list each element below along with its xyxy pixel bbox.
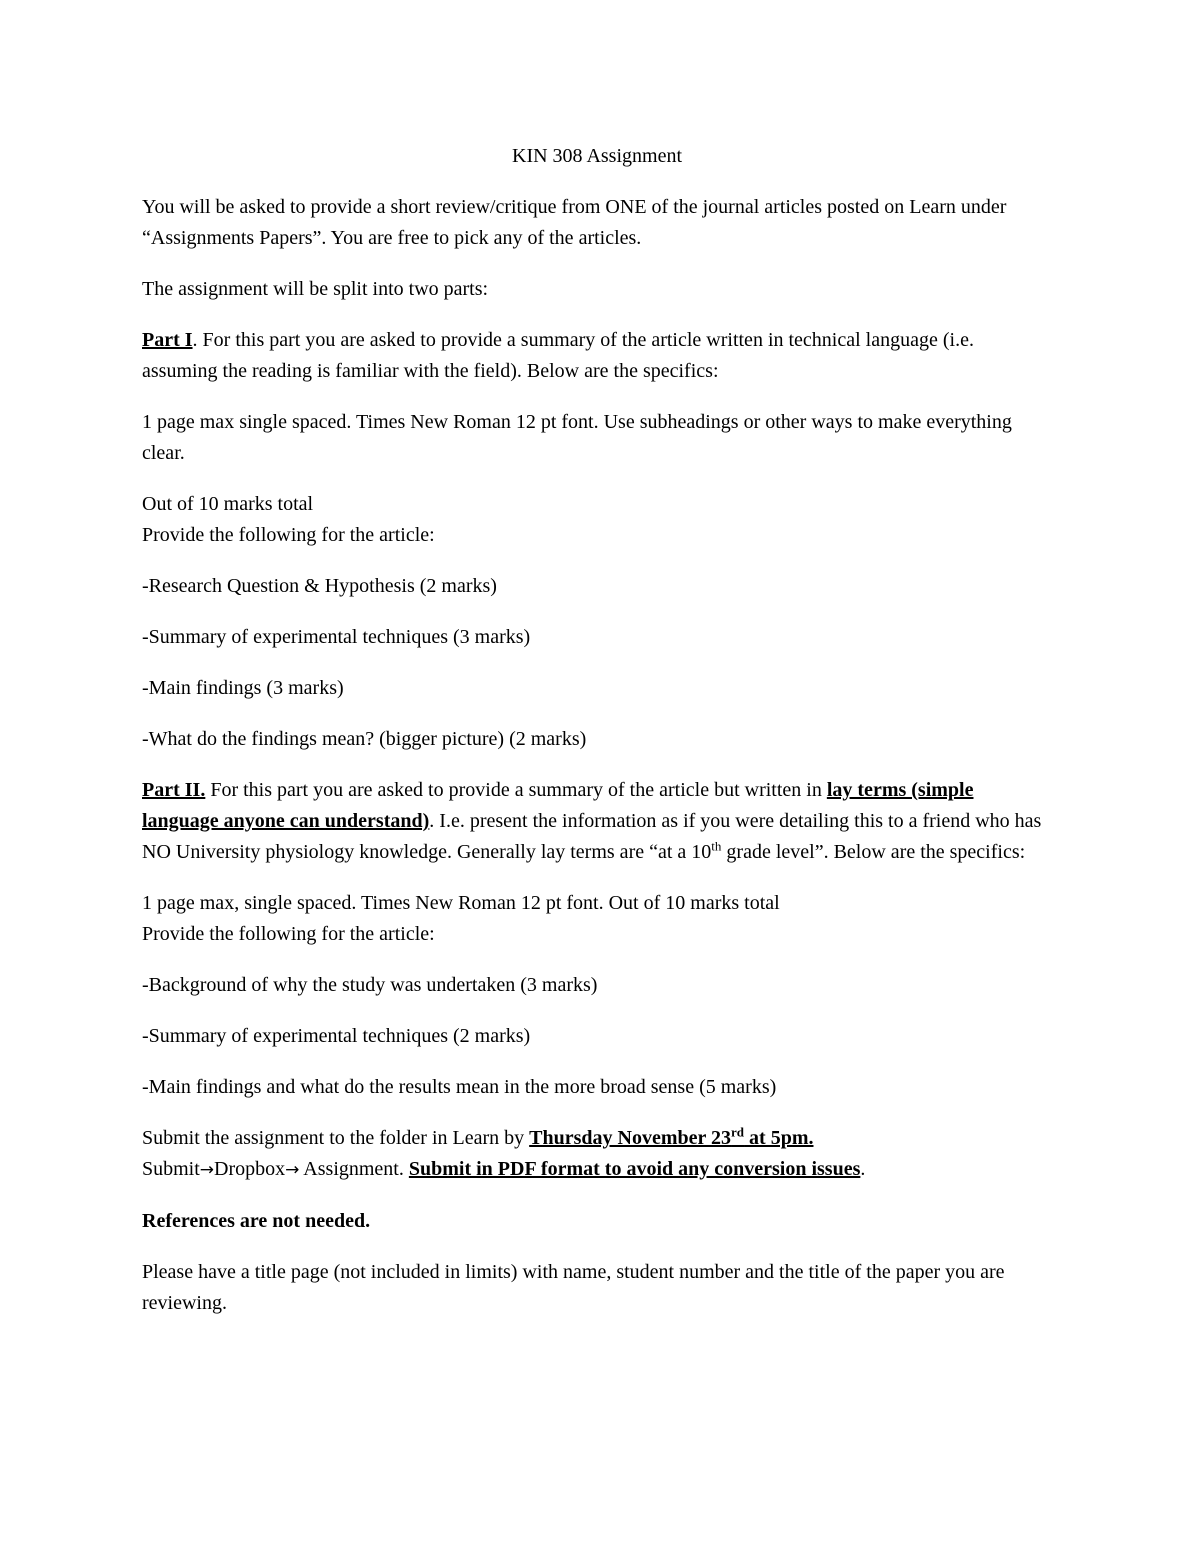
part1-marks-block (142, 489, 1052, 551)
part1-label: Part I (142, 329, 193, 351)
part2-format-block (142, 888, 1052, 950)
submit-path-submit: Submit (142, 1158, 200, 1180)
part2-item: -Main findings and what do the results mean in the more broad sense (5 marks) (142, 1076, 777, 1098)
part2-text-c: grade level”. Below are the specifics: (721, 841, 1026, 863)
pdf-format-note: Submit in PDF format to avoid any conversion issues (408, 1158, 861, 1180)
document-title: KIN 308 Assignment (512, 145, 682, 167)
part2-item: -Summary of experimental techniques (2 marks) (142, 1025, 531, 1047)
part2-text-a: For this part you are asked to provide a summary of the article but written in (205, 779, 827, 801)
part1-item: -Main findings (3 marks) (142, 677, 344, 699)
deadline-date: Thursday November 23 (529, 1127, 732, 1149)
part2-superscript: th (711, 838, 722, 854)
part2-item: -Background of why the study was undertaken (3 marks) (142, 974, 598, 996)
submit-path-dropbox: Dropbox (214, 1158, 286, 1180)
part2-format: 1 page max, single spaced. Times New Roman 12 pt font. Out of 10 marks total (142, 892, 780, 914)
submit-period: . (860, 1158, 866, 1180)
arrow-right-icon: → (285, 1160, 300, 1180)
part1-text: . For this part you are asked to provide a summary of the article written in technical language (i.e. assuming the reading is familiar with the field). Below are the specifics: (142, 329, 974, 382)
split-paragraph: The assignment will be split into two parts: (142, 278, 489, 300)
intro-paragraph: You will be asked to provide a short review/critique from ONE of the journal articles posted on Learn under “Assignments Papers”. You are free to pick any of the articles. (142, 196, 1007, 249)
part2-text-b: . I.e. present the information as if you were detailing this to a friend who has NO University physiology knowledge. Generally lay terms are “at a 10 (142, 810, 1042, 863)
submit-path-assignment: Assignment. (299, 1158, 409, 1180)
part2-paragraph (142, 775, 1052, 868)
arrow-right-icon: → (199, 1160, 215, 1180)
references-note: References are not needed. (142, 1210, 371, 1232)
part1-paragraph (142, 325, 1052, 387)
submit-paragraph (142, 1123, 1052, 1186)
part2-label: Part II. (142, 779, 206, 801)
deadline-superscript: rd (731, 1124, 745, 1140)
title-page-note: Please have a title page (not included in limits) with name, student number and the title of the paper you are reviewing. (142, 1261, 1005, 1314)
part1-provide: Provide the following for the article: (142, 524, 435, 546)
submit-text: Submit the assignment to the folder in Learn by (142, 1127, 530, 1149)
part1-format: 1 page max single spaced. Times New Roman 12 pt font. Use subheadings or other ways to make everything clear. (142, 411, 1012, 464)
part1-item: -Summary of experimental techniques (3 marks) (142, 626, 531, 648)
part2-provide: Provide the following for the article: (142, 923, 435, 945)
part1-item: -Research Question & Hypothesis (2 marks) (142, 575, 497, 597)
deadline-time: at 5pm. (744, 1127, 814, 1149)
part1-item: -What do the findings mean? (bigger picture) (2 marks) (142, 728, 587, 750)
deadline (529, 1124, 814, 1149)
lay-terms-emphasis: lay terms (simple language anyone can understand) (142, 779, 974, 832)
part1-marks-total: Out of 10 marks total (142, 493, 314, 515)
